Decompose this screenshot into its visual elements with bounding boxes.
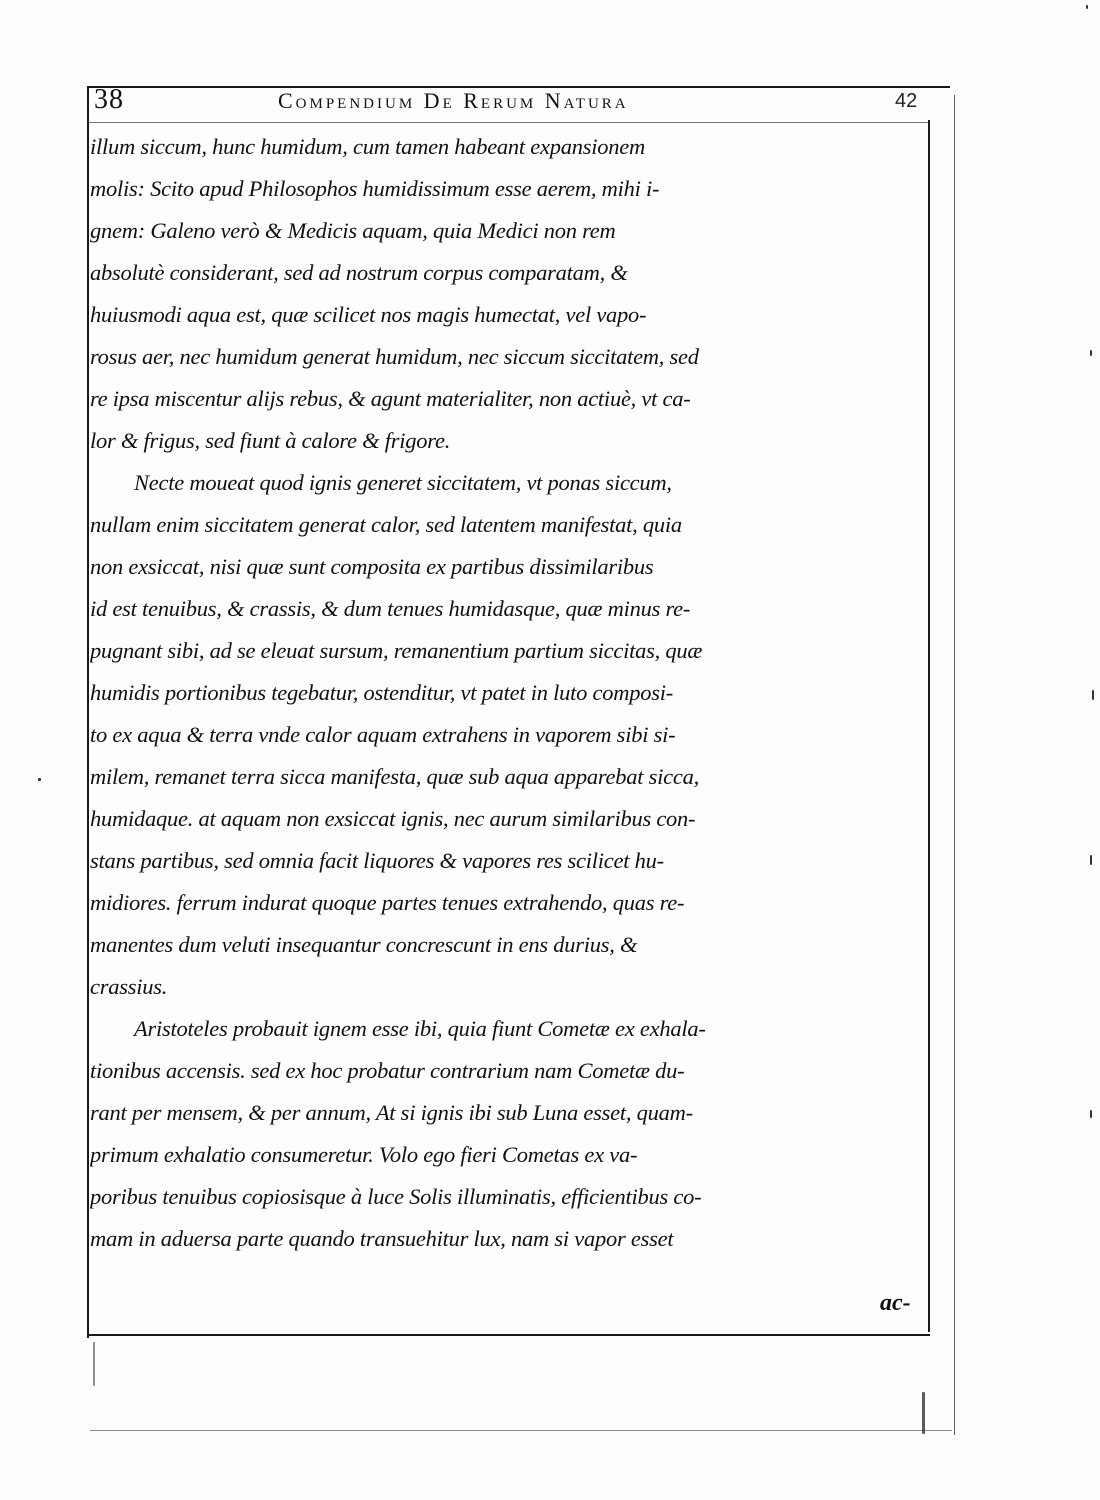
scan-speck bbox=[93, 1342, 95, 1386]
page-number: 42 bbox=[895, 90, 918, 112]
scan-speck bbox=[1086, 5, 1088, 9]
text-line: to ex aqua & terra vnde calor aquam extrahens in vaporem sibi si- bbox=[90, 722, 676, 747]
text-line: rant per mensem, & per annum, At si ignis ibi sub Luna esset, quam- bbox=[90, 1100, 693, 1125]
text-line: absolutè considerant, sed ad nostrum corpus comparatam, & bbox=[90, 260, 628, 285]
text-line: humidaque. at aquam non exsiccat ignis, nec aurum similaribus con- bbox=[90, 806, 696, 831]
text-line: huiusmodi aqua est, quæ scilicet nos magis humectat, vel vapo- bbox=[90, 302, 647, 327]
left-rule bbox=[87, 86, 89, 1338]
text-line: pugnant sibi, ad se eleuat sursum, remanentium partium siccitas, quæ bbox=[90, 638, 703, 663]
running-title: Compendium De Rerum Natura bbox=[278, 88, 629, 113]
text-line: Aristoteles probauit ignem esse ibi, quia fiunt Cometæ ex exhala- bbox=[134, 1016, 706, 1041]
text-line: stans partibus, sed omnia facit liquores & vapores res scilicet hu- bbox=[90, 848, 664, 873]
bottom-margin-rule bbox=[90, 1430, 952, 1431]
text-line: molis: Scito apud Philosophos humidissimum esse aerem, mihi i- bbox=[90, 176, 660, 201]
text-line: non exsiccat, nisi quæ sunt composita ex partibus dissimilaribus bbox=[90, 554, 654, 579]
text-line: milem, remanet terra sicca manifesta, quæ sub aqua apparebat sicca, bbox=[90, 764, 700, 789]
text-line: humidis portionibus tegebatur, ostenditur, vt patet in luto composi- bbox=[90, 680, 673, 705]
text-line: manentes dum veluti insequantur concrescunt in ens durius, & bbox=[90, 932, 638, 957]
text-line: primum exhalatio consumeretur. Volo ego fieri Cometas ex va- bbox=[90, 1142, 638, 1167]
text-line: illum siccum, hunc humidum, cum tamen habeant expansionem bbox=[90, 134, 646, 159]
text-line: tionibus accensis. sed ex hoc probatur contrarium nam Cometæ du- bbox=[90, 1058, 685, 1083]
text-line: nullam enim siccitatem generat calor, sed latentem manifestat, quia bbox=[90, 512, 682, 537]
text-line: midiores. ferrum indurat quoque partes tenues extrahendo, quas re- bbox=[90, 890, 685, 915]
header-rule bbox=[88, 122, 930, 123]
scan-speck bbox=[1090, 855, 1092, 865]
body-text bbox=[90, 126, 928, 1260]
text-line: mam in aduersa parte quando transuehitur lux, nam si vapor esset bbox=[90, 1226, 674, 1251]
scan-speck bbox=[1092, 690, 1094, 700]
text-line: lor & frigus, sed fiunt à calore & frigore. bbox=[90, 428, 451, 453]
text-line: crassius. bbox=[90, 974, 168, 999]
text-line: rosus aer, nec humidum generat humidum, nec siccum siccitatem, sed bbox=[90, 344, 699, 369]
page-header bbox=[88, 82, 938, 122]
right-rule bbox=[928, 120, 930, 1332]
outer-right-rule bbox=[954, 95, 955, 1435]
text-line: id est tenuibus, & crassis, & dum tenues humidasque, quæ minus re- bbox=[90, 596, 691, 621]
bottom-rule bbox=[88, 1334, 930, 1336]
folio-number: 38 bbox=[94, 84, 124, 115]
scan-speck bbox=[922, 1392, 925, 1434]
text-line: gnem: Galeno verò & Medicis aquam, quia Medici non rem bbox=[90, 218, 616, 243]
scan-speck bbox=[1090, 1110, 1092, 1118]
scan-speck bbox=[38, 778, 41, 781]
scan-speck bbox=[1090, 350, 1092, 356]
catchword: ac- bbox=[880, 1290, 911, 1316]
text-line: re ipsa miscentur alijs rebus, & agunt materialiter, non actiuè, vt ca- bbox=[90, 386, 691, 411]
text-line: poribus tenuibus copiosisque à luce Solis illuminatis, efficientibus co- bbox=[90, 1184, 702, 1209]
text-line: Necte moueat quod ignis generet siccitatem, vt ponas siccum, bbox=[134, 470, 672, 495]
